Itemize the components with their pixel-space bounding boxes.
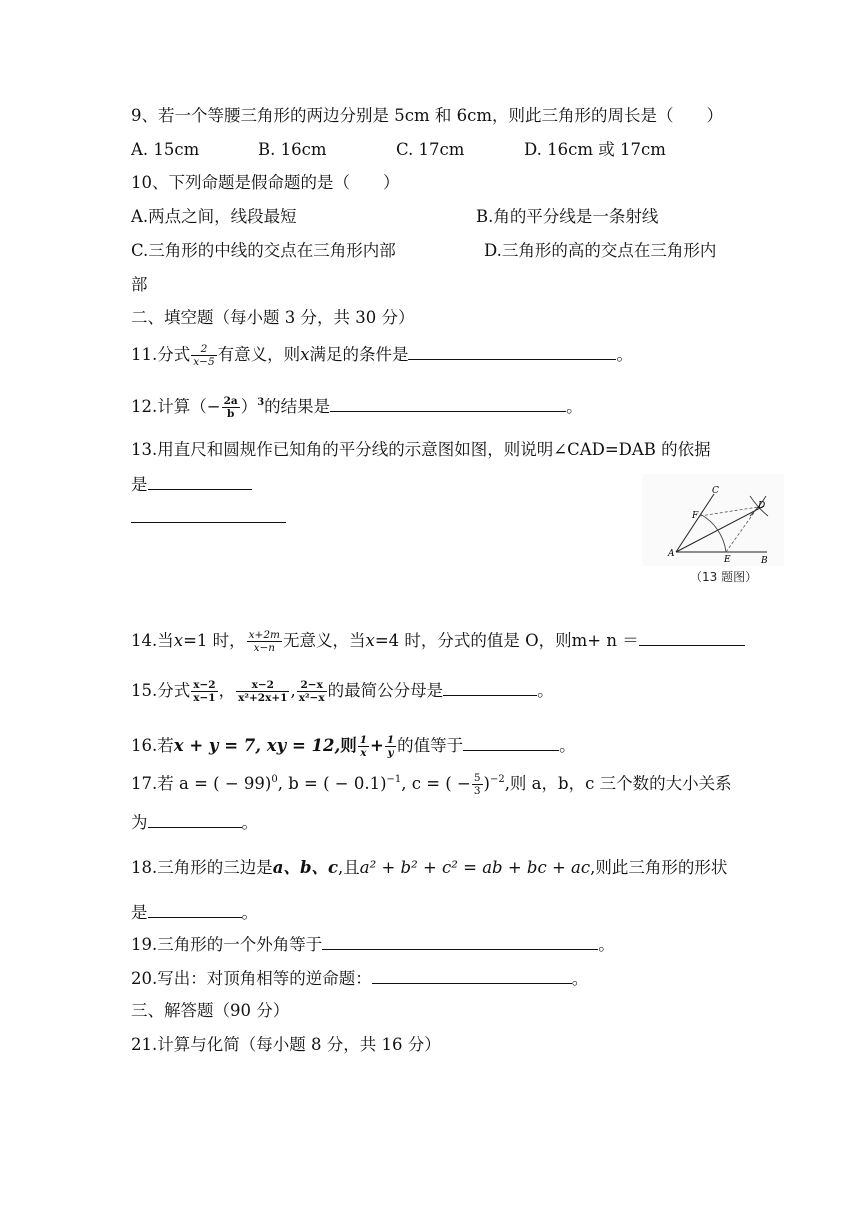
q9-option-a: A. 15cm — [131, 140, 200, 159]
label-a: A — [668, 549, 675, 559]
label-d: D — [758, 501, 766, 511]
q16-fraction-1: $\frac{1}{x}$ — [359, 734, 368, 759]
q16-fraction-2: $\frac{1}{y}$ — [386, 734, 395, 759]
question-18-line2: 是 。 — [131, 900, 258, 924]
q20-answer-blank[interactable] — [372, 966, 572, 984]
q9-option-c: C. 17cm — [396, 140, 465, 159]
question-15: 15.分式 $\frac{x-2}{x-1}$ ， $\frac{x-2}{\text{x²+2x+1}}$ , $\frac{2-x}{\text{x²−x}}$ 的最简公分母是 。 — [131, 679, 554, 704]
q13-answer-blank-1[interactable] — [148, 472, 252, 490]
figure-13-caption: （13 题图） — [690, 570, 758, 584]
section-2-heading: 二、填空题（每小题 3 分，共 30 分） — [131, 308, 415, 327]
q9-option-b: B. 16cm — [258, 140, 327, 159]
q13-answer-blank-2-wrap — [131, 505, 286, 529]
q15-answer-blank[interactable] — [443, 678, 537, 696]
q16-answer-blank[interactable] — [463, 733, 559, 751]
label-c: C — [712, 486, 719, 496]
q15-fraction-3: $\frac{2-x}{\text{x²−x}}$ — [298, 679, 325, 704]
q9-option-d: D. 16cm 或 17cm — [524, 140, 666, 159]
angle-bisector-figure — [642, 474, 784, 566]
question-17-line1: 17.若 a = ( − 99)$^0$, b = ( − 0.1)$^{-1}$, c = ( − $\frac{5}{3}$ )$^{-2}$,则 a，b，c 三个数的大小关系 — [131, 772, 732, 797]
q11-fraction: $\frac{2}{x-5}$ — [193, 343, 215, 368]
section-3-heading: 三、解答题（90 分） — [131, 1001, 290, 1020]
q10-option-b: B.角的平分线是一条射线 — [476, 207, 659, 226]
q12-fraction: $\frac{2a}{b}$ — [223, 395, 238, 420]
q19-answer-blank[interactable] — [322, 932, 598, 950]
q12-answer-blank[interactable] — [330, 394, 566, 412]
q15-fraction-2: $\frac{x-2}{\text{x²+2x+1}}$ — [238, 679, 288, 704]
question-16: 16.若x + y = 7, xy = 12,则 $\frac{1}{x}$ + $\frac{1}{y}$ 的值等于 。 — [131, 734, 576, 759]
q18-answer-blank[interactable] — [148, 900, 242, 918]
q10-option-c: C.三角形的中线的交点在三角形内部 — [131, 241, 396, 260]
question-12: 12.计算（− $\frac{2a}{b}$ ）$^3$的结果是 。 — [131, 395, 583, 420]
label-f: F — [692, 511, 699, 521]
question-9-stem: 9、若一个等腰三角形的两边分别是 5cm 和 6cm，则此三角形的周长是（ ） — [131, 106, 724, 125]
question-13-line1: 13.用直尺和圆规作已知角的平分线的示意图如图，则说明∠CAD=DAB 的依据 — [131, 440, 711, 459]
question-20: 20.写出：对顶角相等的逆命题： 。 — [131, 966, 588, 990]
q10-option-d: D.三角形的高的交点在三角形内 — [484, 241, 717, 260]
q15-fraction-1: $\frac{x-2}{x-1}$ — [193, 679, 216, 704]
q14-answer-blank[interactable] — [639, 628, 745, 646]
q11-answer-blank[interactable] — [408, 342, 616, 360]
label-b: B — [761, 556, 768, 566]
q14-fraction: $\frac{x+2m}{x-n}$ — [248, 629, 280, 654]
question-19: 19.三角形的一个外角等于 。 — [131, 932, 615, 956]
q10-option-d-wrap: 部 — [131, 275, 148, 294]
question-13-line2: 是 — [131, 472, 252, 496]
question-11: 11.分式 $\frac{2}{x-5}$ 有意义，则x满足的条件是 。 — [131, 343, 633, 368]
q10-option-a: A.两点之间，线段最短 — [131, 207, 297, 226]
question-17-line2: 为 。 — [131, 810, 258, 834]
label-e: E — [724, 555, 731, 565]
q13-answer-blank-2[interactable] — [131, 505, 286, 523]
question-18-line1: 18.三角形的三边是a、b、c,且a² + b² + c² = ab + bc + ac,则此三角形的形状 — [131, 858, 728, 877]
q17-answer-blank[interactable] — [148, 810, 242, 828]
q17-fraction: $\frac{5}{3}$ — [473, 772, 481, 797]
question-21-heading: 21.计算与化简（每小题 8 分，共 16 分） — [131, 1035, 441, 1054]
question-14: 14.当x=1 时， $\frac{x+2m}{x-n}$ 无意义，当x=4 时，分式的值是 O，则m+ n ＝ — [131, 628, 745, 654]
question-10-stem: 10、下列命题是假命题的是（ ） — [131, 173, 400, 192]
